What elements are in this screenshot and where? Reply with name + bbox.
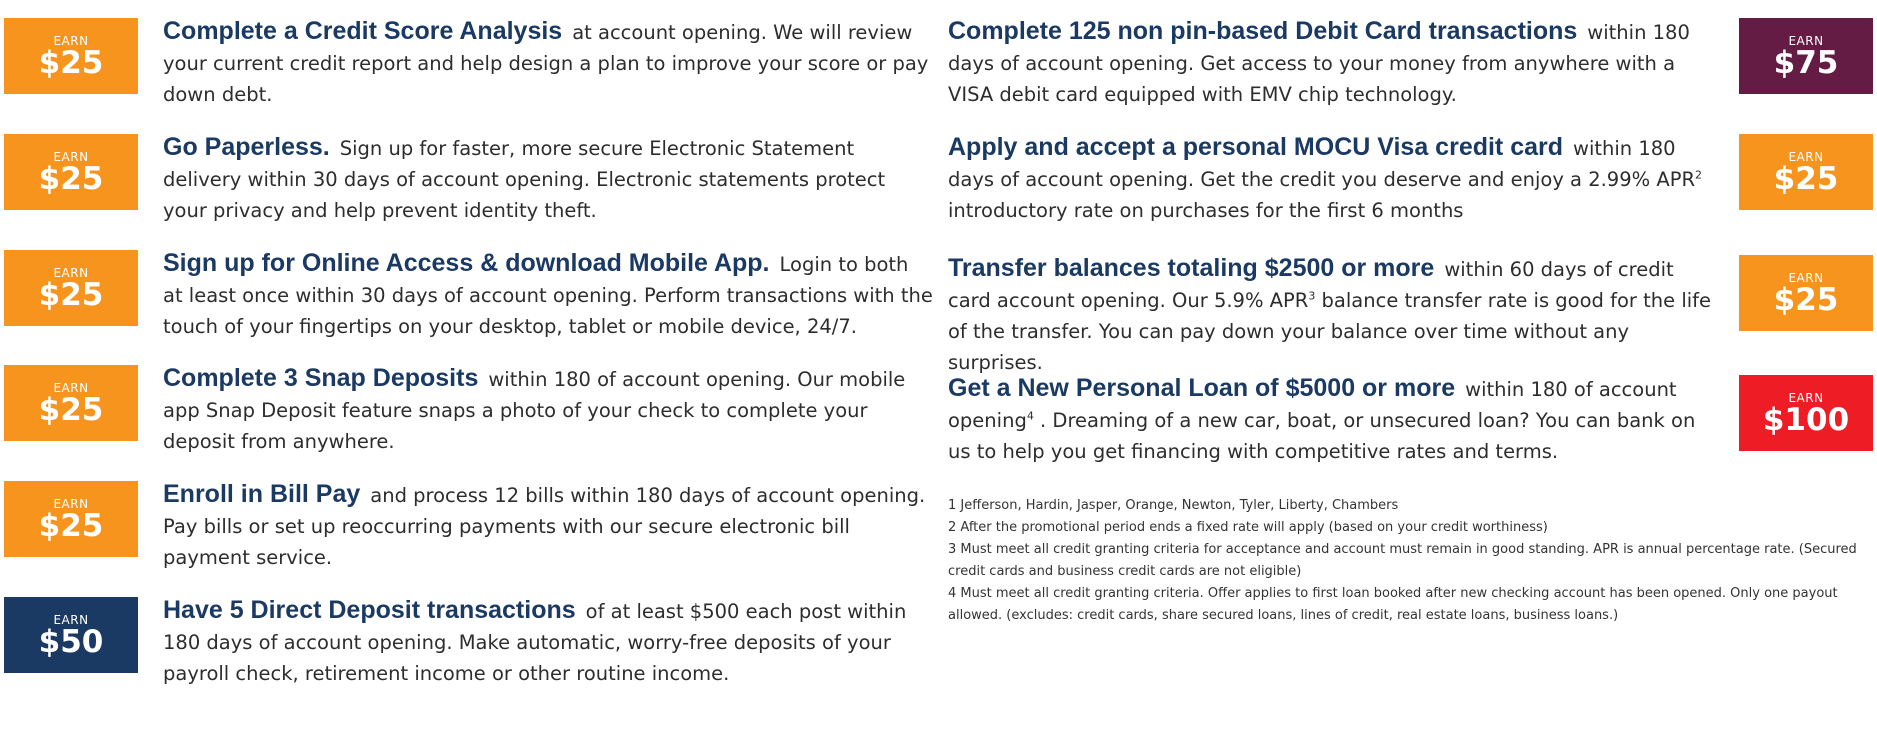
earn-badge: [1739, 18, 1873, 94]
reward-body: within 180 days of account opening. Get the credit you deserve and enjoy a 2.99% APR: [948, 137, 1695, 191]
earn-amount: $100: [1762, 402, 1850, 438]
earn-amount: $50: [38, 624, 104, 660]
reward-body: of at least $500 each post within 180 days of account opening. Make automatic, worry-free deposits of your payroll check, retirement income or other routine income.: [163, 600, 907, 685]
reward-body: within 180 days of account opening. Get access to your money from anywhere with a VISA debit card equipped with EMV chip technology.: [948, 21, 1690, 106]
earn-amount: $25: [1773, 282, 1839, 318]
earn-label: EARN: [53, 497, 89, 511]
reward-description: [163, 248, 933, 342]
footnote-marker: 3: [1308, 289, 1316, 303]
earn-label: EARN: [53, 381, 89, 395]
reward-title: Complete a Credit Score Analysis: [163, 17, 563, 45]
reward-body: Sign up for faster, more secure Electronic Statement delivery within 30 days of account opening. Electronic statements protect your privacy and help prevent identity theft.: [163, 137, 886, 222]
reward-description: [948, 132, 1718, 226]
reward-title: Go Paperless.: [163, 133, 330, 161]
reward-title: Enroll in Bill Pay: [163, 480, 361, 508]
reward-description: [163, 479, 933, 573]
footnote-1: 1 Jefferson, Hardin, Jasper, Orange, Newton, Tyler, Liberty, Chambers: [948, 498, 1399, 513]
reward-description: [163, 132, 933, 226]
reward-description: [948, 373, 1718, 467]
earn-label: EARN: [53, 150, 89, 164]
earn-label: EARN: [1788, 391, 1824, 405]
earn-badge: [1739, 134, 1873, 210]
earn-amount: $25: [38, 45, 104, 81]
earn-badge: [4, 134, 138, 210]
earn-label: EARN: [1788, 150, 1824, 164]
reward-body: within 180 of account opening. Our mobile app Snap Deposit feature snaps a photo of your check to complete your deposit from anywhere.: [163, 368, 906, 453]
earn-badge: [4, 18, 138, 94]
reward-description: [948, 253, 1718, 378]
earn-badge: [4, 365, 138, 441]
earn-amount: $25: [38, 161, 104, 197]
reward-title: Complete 3 Snap Deposits: [163, 364, 479, 392]
earn-badge: [4, 250, 138, 326]
footnote-2: 2 After the promotional period ends a fixed rate will apply (based on your credit worthiness): [948, 520, 1548, 535]
earn-label: EARN: [1788, 34, 1824, 48]
reward-body: within 60 days of credit card account opening. Our 5.9% APR: [948, 258, 1674, 312]
reward-body: and process 12 bills within 180 days of account opening. Pay bills or set up reoccurring payments with our secure electronic bill payment service.: [163, 484, 926, 569]
reward-description: [163, 595, 933, 689]
footnote-3: 3 Must meet all credit granting criteria for acceptance and account must remain in good standing. APR is annual percentage rate. (Secured credit cards and business credit cards are not eligible): [948, 542, 1857, 579]
reward-body: Login to both at least once within 30 days of account opening. Perform transactions with the touch of your fingertips on your desktop, tablet or mobile device, 24/7.: [163, 253, 933, 338]
reward-body: within 180 of account opening: [948, 378, 1677, 432]
reward-description: [948, 16, 1718, 110]
footnote-4: 4 Must meet all credit granting criteria. Offer applies to first loan booked after new checking account has been opened. Only one payout allowed. (excludes: credit cards, share secured loans, lines of credit, real estate loans, business loans.): [948, 586, 1838, 623]
reward-title: Get a New Personal Loan of $5000 or more: [948, 374, 1456, 402]
reward-title: Complete 125 non pin-based Debit Card transactions: [948, 17, 1578, 45]
earn-amount: $25: [38, 277, 104, 313]
reward-title: Transfer balances totaling $2500 or more: [948, 254, 1435, 282]
reward-description: [163, 16, 933, 110]
reward-title: Apply and accept a personal MOCU Visa credit card: [948, 133, 1564, 161]
earn-badge: [1739, 375, 1873, 451]
earn-label: EARN: [53, 34, 89, 48]
earn-badge: [4, 597, 138, 673]
reward-body: at account opening. We will review your current credit report and help design a plan to improve your score or pay down debt.: [163, 21, 929, 106]
earn-badge: [4, 481, 138, 557]
footnote-marker: 2: [1695, 168, 1702, 182]
reward-description: [163, 363, 933, 457]
earn-amount: $25: [1773, 161, 1839, 197]
reward-body-continued: balance transfer rate is good for the life of the transfer. You can pay down your balance over time without any surprises.: [948, 289, 1712, 374]
footnotes: [948, 495, 1860, 627]
reward-title: Have 5 Direct Deposit transactions: [163, 596, 576, 624]
earn-amount: $75: [1773, 45, 1839, 81]
reward-title: Sign up for Online Access & download Mobile App.: [163, 249, 770, 277]
reward-body-continued: introductory rate on purchases for the first 6 months: [948, 199, 1464, 222]
earn-label: EARN: [1788, 271, 1824, 285]
earn-badge: [1739, 255, 1873, 331]
footnote-marker: 4: [1026, 409, 1034, 423]
earn-amount: $25: [38, 392, 104, 428]
earn-label: EARN: [53, 613, 89, 627]
reward-body-continued: . Dreaming of a new car, boat, or unsecured loan? You can bank on us to help you get financing with competitive rates and terms.: [948, 409, 1696, 463]
earn-label: EARN: [53, 266, 89, 280]
earn-amount: $25: [38, 508, 104, 544]
